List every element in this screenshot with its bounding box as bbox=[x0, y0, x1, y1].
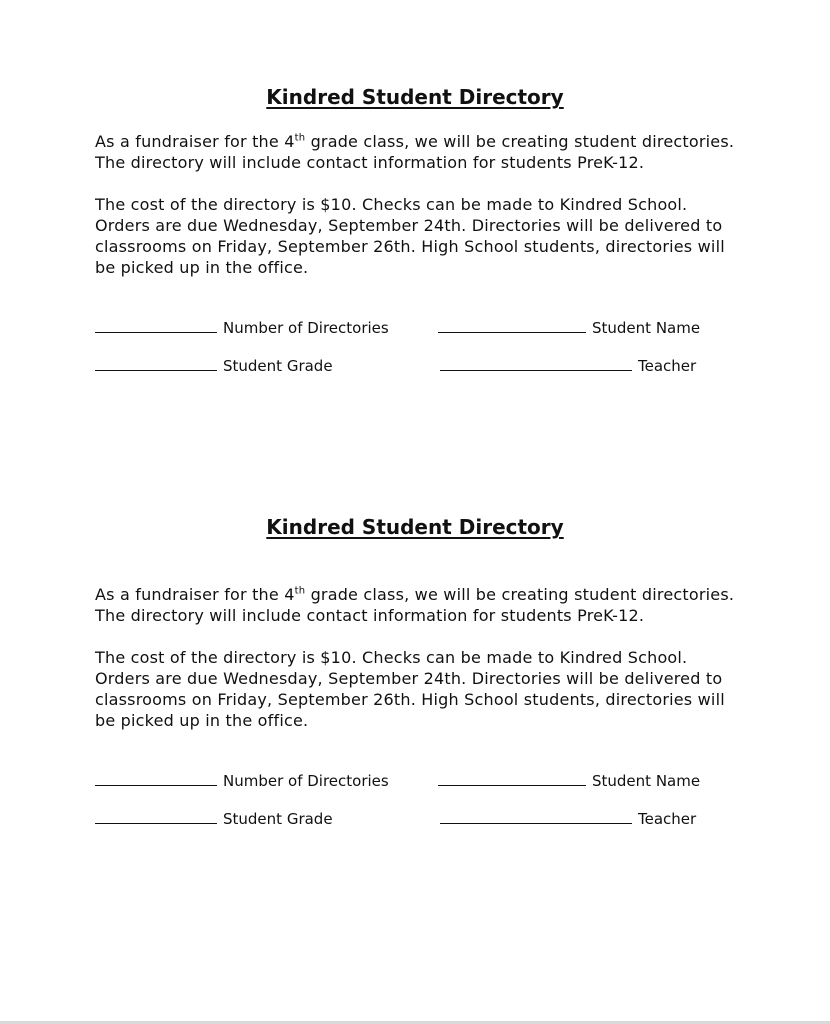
blank-line[interactable] bbox=[95, 356, 217, 371]
student-name-field[interactable] bbox=[438, 771, 700, 790]
field-label: Student Name bbox=[592, 772, 701, 790]
form-row bbox=[95, 809, 735, 829]
ordinal-suffix: th bbox=[294, 132, 306, 144]
page-title: Kindred Student Directory bbox=[266, 85, 564, 109]
number-of-directories-field[interactable] bbox=[95, 771, 389, 790]
blank-line[interactable] bbox=[440, 356, 632, 371]
teacher-field[interactable] bbox=[440, 356, 696, 375]
field-label: Number of Directories bbox=[223, 772, 389, 790]
blank-line[interactable] bbox=[95, 318, 217, 333]
form-row bbox=[95, 771, 735, 791]
blank-line[interactable] bbox=[438, 318, 586, 333]
student-name-field[interactable] bbox=[438, 318, 700, 337]
blank-line[interactable] bbox=[95, 771, 217, 786]
field-label: Number of Directories bbox=[223, 319, 389, 337]
field-label: Teacher bbox=[638, 357, 697, 375]
student-grade-field[interactable] bbox=[95, 356, 333, 375]
blank-line[interactable] bbox=[95, 809, 217, 824]
order-form-section-2 bbox=[95, 515, 735, 829]
ordinal-suffix: th bbox=[294, 585, 306, 597]
student-grade-field[interactable] bbox=[95, 809, 333, 828]
number-of-directories-field[interactable] bbox=[95, 318, 389, 337]
intro-text-start: As a fundraiser for the 4 bbox=[95, 585, 295, 604]
field-label: Student Grade bbox=[223, 810, 333, 828]
page-title: Kindred Student Directory bbox=[266, 515, 564, 539]
field-label: Teacher bbox=[638, 810, 697, 828]
order-form-section-1 bbox=[95, 85, 735, 376]
cost-paragraph: The cost of the directory is $10. Checks can be made to Kindred School. Orders are due Wednesday, September 24th. Directories will be delivered to classrooms on Friday, September 26th. High School students, directories will be picked up in the office. bbox=[95, 648, 725, 730]
intro-paragraph bbox=[95, 131, 735, 173]
form-row bbox=[95, 318, 735, 338]
form-row bbox=[95, 356, 735, 376]
teacher-field[interactable] bbox=[440, 809, 696, 828]
intro-paragraph bbox=[95, 584, 735, 626]
blank-line[interactable] bbox=[438, 771, 586, 786]
intro-text-start: As a fundraiser for the 4 bbox=[95, 132, 295, 151]
cost-paragraph: The cost of the directory is $10. Checks can be made to Kindred School. Orders are due Wednesday, September 24th. Directories will be delivered to classrooms on Friday, September 26th. High School students, directories will be picked up in the office. bbox=[95, 195, 725, 277]
blank-line[interactable] bbox=[440, 809, 632, 824]
intro-text-end: grade class, we will be creating student directories. The directory will include contact information for students PreK-12. bbox=[95, 585, 735, 625]
intro-text-end: grade class, we will be creating student directories. The directory will include contact information for students PreK-12. bbox=[95, 132, 735, 172]
field-label: Student Name bbox=[592, 319, 701, 337]
field-label: Student Grade bbox=[223, 357, 333, 375]
